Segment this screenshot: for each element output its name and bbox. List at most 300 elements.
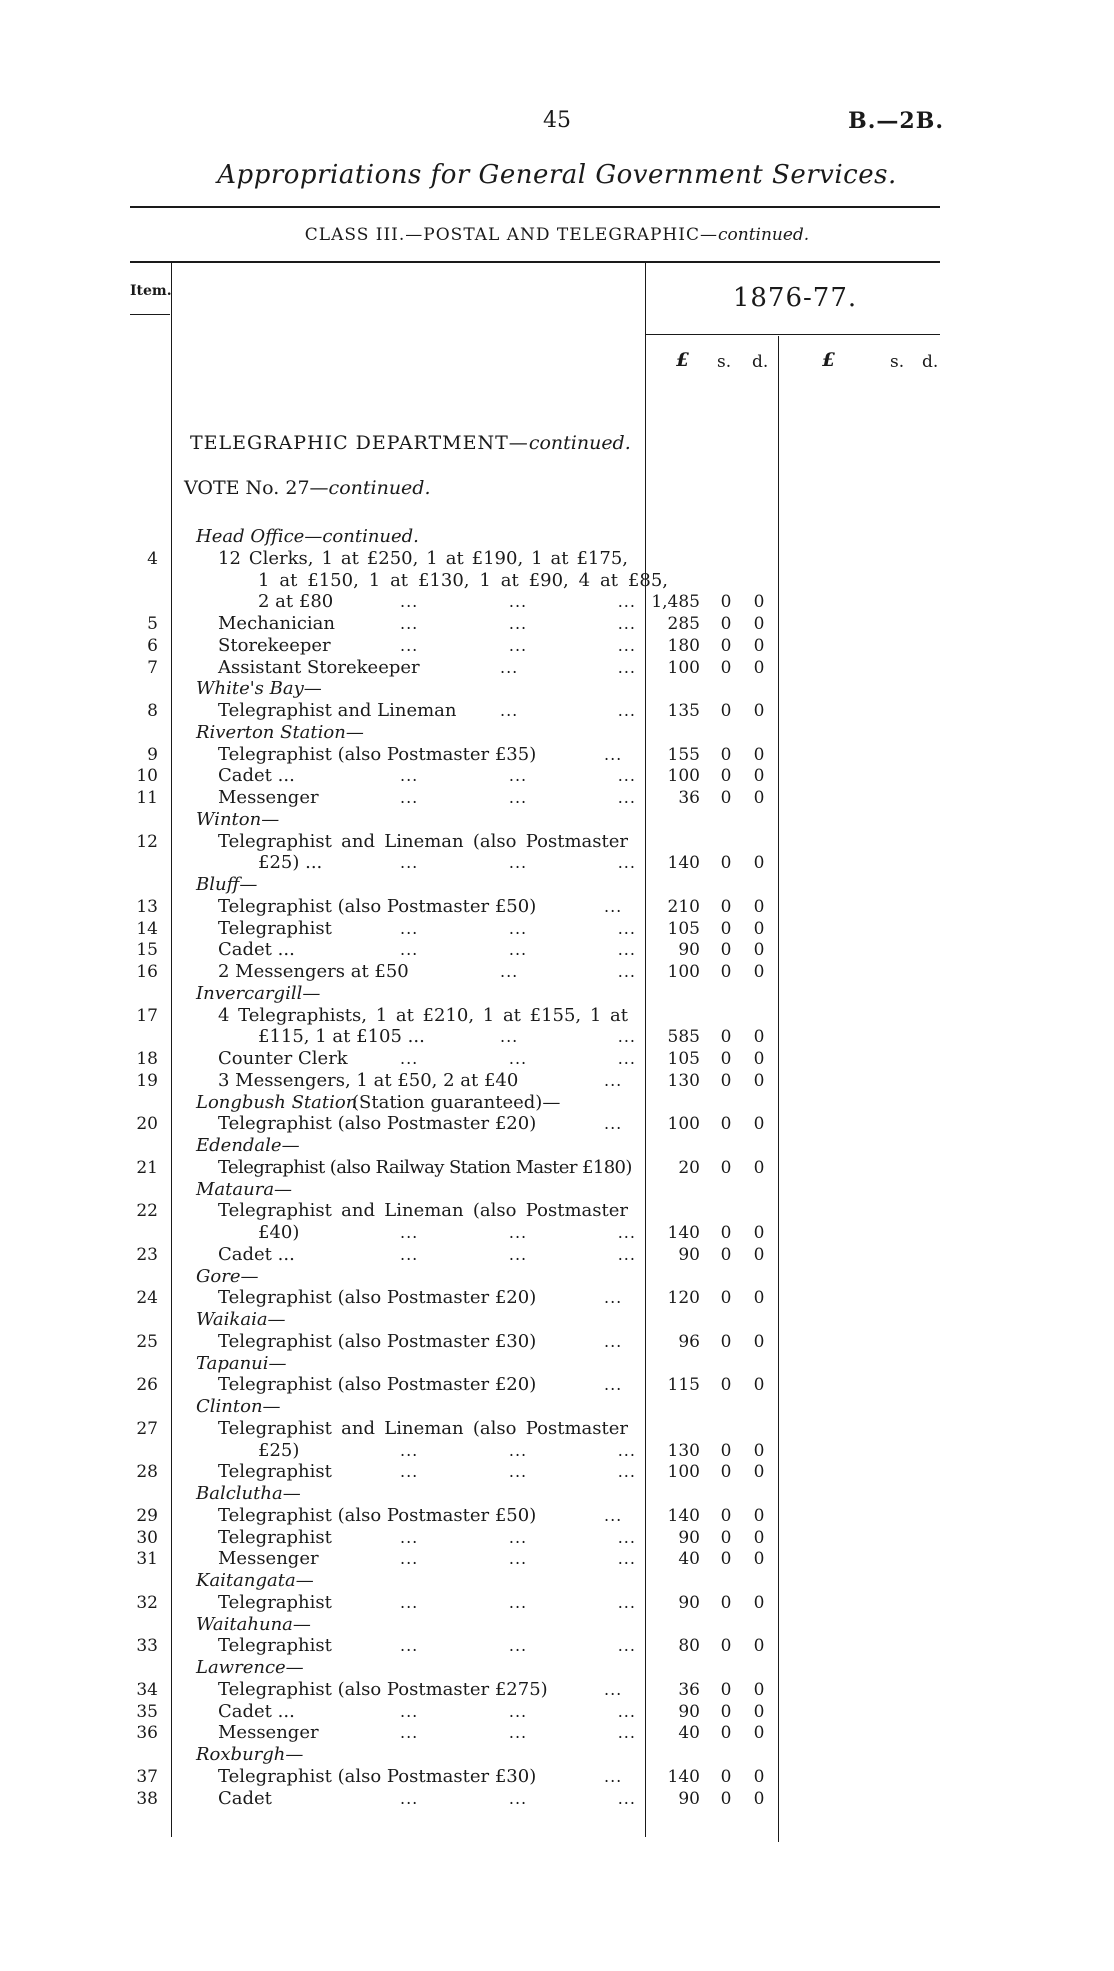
amount-shillings: 0 [720, 657, 732, 678]
estimate-line [0, 852, 1114, 874]
amount-shillings: 0 [720, 1440, 732, 1461]
class-title-text: CLASS III.—POSTAL AND TELEGRAPHIC— [304, 225, 718, 245]
station-heading [0, 1266, 1114, 1288]
estimate-line [0, 831, 1114, 853]
amount-pounds: 90 [678, 1592, 700, 1613]
line-description: Cadet ... [218, 765, 295, 787]
station-name: Mataura— [196, 1178, 293, 1200]
leader-dots: ... [604, 896, 623, 916]
amount-pence: 0 [753, 1788, 765, 1809]
amount-pence: 0 [753, 1636, 765, 1657]
item-number: 17 [136, 1005, 158, 1026]
amount-pounds: 140 [667, 1223, 700, 1243]
amount-pounds: 20 [678, 1157, 700, 1178]
amount-pounds: 90 [678, 1527, 700, 1548]
station-name: Head Office—continued. [196, 526, 419, 547]
station-heading [0, 1092, 1114, 1114]
amount-pence: 0 [753, 592, 765, 613]
page-title: Appropriations for General Government Services. [217, 160, 897, 190]
leader-dots: ... [604, 1679, 623, 1699]
estimate-line [0, 657, 1114, 679]
estimate-line [0, 1635, 1114, 1657]
line-description: Counter Clerk [218, 1048, 348, 1069]
amount-pounds: 40 [678, 1549, 700, 1570]
estimate-line [0, 1548, 1114, 1570]
item-number: 27 [136, 1418, 158, 1439]
amount-pounds: 90 [678, 1788, 700, 1809]
station-heading [0, 526, 1114, 548]
page-number: 45 [543, 108, 571, 133]
estimate-line [0, 1788, 1114, 1810]
estimate-line [0, 961, 1114, 983]
amount-pounds: 285 [667, 614, 700, 634]
station-heading [0, 722, 1114, 744]
leader-dots: ... ... ... [400, 1723, 636, 1743]
amount-pence: 0 [753, 1375, 765, 1396]
table-top-rule [130, 261, 940, 263]
leader-dots: ... [604, 1505, 623, 1525]
amount-shillings: 0 [720, 1157, 732, 1178]
station-heading [0, 678, 1114, 700]
station-name: Waikaia— [196, 1309, 286, 1330]
amount-shillings: 0 [720, 788, 732, 808]
line-description: Cadet ... [218, 1700, 295, 1722]
station-heading [0, 1309, 1114, 1331]
estimate-line [0, 613, 1114, 635]
item-number: 24 [136, 1288, 158, 1309]
estimate-line [0, 1418, 1114, 1440]
line-description: Telegraphist (also Postmaster £20) [218, 1374, 537, 1396]
station-name: Longbush Station [196, 1091, 358, 1113]
amount-pence: 0 [753, 1679, 765, 1700]
amount-pounds: 90 [678, 1701, 700, 1722]
item-number: 20 [136, 1114, 158, 1135]
amount-shillings: 0 [720, 1070, 732, 1091]
estimate-line [0, 1287, 1114, 1309]
department-title-suffix: continued. [528, 432, 631, 454]
year-underline [645, 334, 940, 335]
station-heading [0, 1614, 1114, 1636]
line-description: 1 at £150, 1 at £130, 1 at £90, 4 at £85, [258, 569, 668, 591]
amount-pence: 0 [753, 896, 765, 917]
station-heading [0, 809, 1114, 831]
station-name: White's Bay— [196, 678, 322, 700]
amount-shillings: 0 [720, 1375, 732, 1396]
amount-shillings: 0 [720, 635, 732, 656]
amount-pence: 0 [753, 918, 765, 939]
estimate-line [0, 548, 1114, 570]
amount-shillings: 0 [720, 1527, 732, 1548]
leader-dots: ... ... [500, 701, 636, 720]
amount-pence: 0 [753, 1592, 765, 1613]
amount-pence: 0 [753, 766, 765, 787]
line-description: Storekeeper [218, 634, 331, 656]
leader-dots: ... [604, 744, 623, 764]
amount-pence: 0 [753, 1505, 765, 1526]
amount-shillings: 0 [720, 1723, 732, 1744]
station-name: Winton— [196, 808, 280, 830]
leader-dots: ... ... [500, 1027, 636, 1047]
amount-shillings: 0 [720, 1049, 732, 1069]
leader-dots: ... ... [500, 657, 636, 677]
amount-pounds: 90 [678, 1244, 700, 1265]
amount-pounds: 1,485 [651, 592, 700, 613]
amount-pounds: 96 [678, 1331, 700, 1352]
leader-dots: ... ... ... [400, 1701, 636, 1721]
station-heading [0, 1135, 1114, 1157]
station-heading [0, 1483, 1114, 1505]
amount-shillings: 0 [720, 614, 732, 634]
amount-pence: 0 [753, 1157, 765, 1178]
line-description: Telegraphist [218, 1461, 332, 1483]
line-description: Telegraphist (also Railway Station Master £180) [218, 1156, 632, 1178]
line-description: Telegraphist and Lineman [218, 700, 457, 721]
amount-pounds: 130 [667, 1070, 700, 1091]
line-description: Cadet [218, 1787, 272, 1809]
estimate-line [0, 918, 1114, 940]
amount-pounds: 100 [667, 657, 700, 678]
line-description: Telegraphist [218, 1526, 332, 1548]
amount-pounds: 80 [678, 1636, 700, 1657]
item-number: 10 [136, 766, 158, 787]
estimate-line [0, 939, 1114, 961]
line-description: 2 Messengers at £50 [218, 961, 409, 982]
item-number: 15 [136, 940, 158, 961]
station-name: Edendale— [196, 1135, 300, 1156]
estimate-line [0, 1505, 1114, 1527]
station-name: Gore— [196, 1265, 259, 1287]
amount-pounds: 40 [678, 1723, 700, 1744]
amount-pounds: 36 [678, 788, 700, 808]
leader-dots: ... ... ... [400, 918, 636, 938]
year-header: 1876-77. [732, 283, 858, 313]
amount-shillings: 0 [720, 1462, 732, 1483]
amount-pounds: 155 [667, 744, 700, 765]
unit-pence-2: d. [922, 352, 939, 372]
item-number: 38 [136, 1788, 158, 1809]
amount-pounds: 120 [667, 1288, 700, 1309]
estimate-line [0, 1461, 1114, 1483]
amount-pence: 0 [753, 1223, 765, 1243]
station-heading [0, 1353, 1114, 1375]
line-description: Cadet ... [218, 1243, 295, 1265]
line-description: 12 Clerks, 1 at £250, 1 at £190, 1 at £175, [218, 547, 628, 569]
amount-pounds: 115 [667, 1375, 700, 1396]
line-description: Telegraphist (also Postmaster £50) [218, 1504, 537, 1526]
line-description: Telegraphist (also Postmaster £50) [218, 895, 537, 917]
amount-pounds: 180 [667, 635, 700, 656]
amount-pence: 0 [753, 1070, 765, 1091]
station-name: Waitahuna— [196, 1613, 311, 1635]
line-description: Telegraphist [218, 917, 332, 939]
amount-pence: 0 [753, 1440, 765, 1461]
item-number: 37 [136, 1766, 158, 1787]
station-heading [0, 1179, 1114, 1201]
class-title-suffix: continued. [717, 225, 810, 245]
amount-shillings: 0 [720, 766, 732, 787]
amount-pounds: 90 [678, 940, 700, 961]
line-description: Cadet ... [218, 939, 295, 961]
amount-shillings: 0 [720, 1766, 732, 1787]
leader-dots: ... [604, 1766, 623, 1786]
station-name: Roxburgh— [196, 1744, 304, 1765]
leader-dots: ... ... ... [400, 614, 636, 633]
amount-shillings: 0 [720, 1636, 732, 1657]
item-number: 4 [147, 548, 158, 569]
amount-pence: 0 [753, 1027, 765, 1048]
department-title-text: TELEGRAPHIC DEPARTMENT— [190, 432, 529, 454]
amount-pounds: 130 [667, 1440, 700, 1461]
amount-shillings: 0 [720, 1331, 732, 1352]
estimate-line [0, 1331, 1114, 1353]
leader-dots: ... ... ... [400, 1440, 636, 1460]
amount-pence: 0 [753, 940, 765, 961]
leader-dots: ... ... ... [400, 853, 636, 873]
leader-dots: ... [604, 1288, 623, 1308]
amount-pounds: 210 [667, 896, 700, 917]
leader-dots: ... ... ... [400, 788, 636, 807]
estimate-line [0, 1722, 1114, 1744]
item-header-underline [130, 314, 170, 315]
leader-dots: ... ... ... [400, 1788, 636, 1808]
line-description: £25) [258, 1439, 300, 1461]
item-number: 6 [147, 635, 158, 656]
amount-pence: 0 [753, 1244, 765, 1265]
item-number: 32 [136, 1592, 158, 1613]
amount-shillings: 0 [720, 940, 732, 961]
leader-dots: ... ... ... [400, 635, 636, 655]
estimate-line [0, 1157, 1114, 1179]
amount-pence: 0 [753, 1701, 765, 1722]
estimate-line [0, 570, 1114, 592]
amount-shillings: 0 [720, 962, 732, 982]
amount-shillings: 0 [720, 896, 732, 917]
estimate-line [0, 1113, 1114, 1135]
line-description: Messenger [218, 1722, 319, 1744]
amount-pence: 0 [753, 1549, 765, 1570]
document-reference: B.—2B. [848, 108, 944, 134]
amount-pence: 0 [753, 1049, 765, 1069]
item-number: 18 [136, 1049, 158, 1069]
line-description: Telegraphist [218, 1635, 332, 1657]
leader-dots: ... ... ... [400, 1527, 636, 1547]
estimate-line [0, 591, 1114, 613]
estimate-line [0, 1005, 1114, 1027]
estimate-line [0, 1440, 1114, 1462]
amount-pence: 0 [753, 1288, 765, 1309]
leader-dots: ... ... ... [400, 766, 636, 786]
line-description: Telegraphist [218, 1591, 332, 1613]
station-note: (Station guaranteed)— [352, 1091, 561, 1113]
amount-shillings: 0 [720, 1027, 732, 1048]
amount-pounds: 140 [667, 1766, 700, 1787]
amount-pounds: 140 [667, 1505, 700, 1526]
item-number: 35 [136, 1701, 158, 1722]
item-number: 19 [136, 1070, 158, 1091]
amount-shillings: 0 [720, 1244, 732, 1265]
leader-dots: ... [604, 1114, 623, 1134]
leader-dots: ... ... [500, 962, 636, 981]
line-description: Telegraphist (also Postmaster £35) [218, 743, 537, 765]
item-number: 21 [136, 1157, 158, 1178]
amount-shillings: 0 [720, 1549, 732, 1570]
item-number: 13 [136, 896, 158, 917]
amount-pence: 0 [753, 853, 765, 874]
leader-dots: ... ... ... [400, 1049, 636, 1068]
amount-pounds: 105 [667, 918, 700, 939]
leader-dots: ... ... ... [400, 1223, 636, 1242]
item-number: 33 [136, 1636, 158, 1657]
amount-pounds: 585 [667, 1027, 700, 1048]
line-description: Telegraphist (also Postmaster £275) [218, 1678, 548, 1700]
item-number: 22 [136, 1201, 158, 1222]
estimate-line [0, 1679, 1114, 1701]
estimate-line [0, 1527, 1114, 1549]
estimate-line [0, 1244, 1114, 1266]
amount-shillings: 0 [720, 1505, 732, 1526]
estimate-line [0, 744, 1114, 766]
line-description: Telegraphist (also Postmaster £30) [218, 1765, 537, 1787]
station-heading [0, 1744, 1114, 1766]
leader-dots: ... ... ... [400, 1636, 636, 1656]
estimate-line [0, 765, 1114, 787]
amount-shillings: 0 [720, 1288, 732, 1309]
amount-pence: 0 [753, 744, 765, 765]
amount-pounds: 105 [667, 1049, 700, 1069]
amount-shillings: 0 [720, 853, 732, 874]
estimate-line [0, 1026, 1114, 1048]
estimate-line [0, 1374, 1114, 1396]
amount-pence: 0 [753, 614, 765, 634]
unit-shillings-1: s. [717, 352, 732, 372]
line-description: £25) ... [258, 852, 323, 874]
amount-pence: 0 [753, 1766, 765, 1787]
unit-pounds-2: £ [822, 349, 836, 371]
station-heading [0, 874, 1114, 896]
station-name: Tapanui— [196, 1352, 287, 1374]
line-description: Telegraphist (also Postmaster £20) [218, 1287, 537, 1309]
station-name: Lawrence— [196, 1657, 304, 1678]
station-heading [0, 1657, 1114, 1679]
line-description: Telegraphist (also Postmaster £20) [218, 1113, 537, 1135]
leader-dots: ... ... ... [400, 1462, 636, 1482]
vote-title [184, 477, 431, 499]
amount-pounds: 100 [667, 1462, 700, 1483]
amount-pence: 0 [753, 1723, 765, 1744]
vote-title-suffix: continued. [328, 477, 431, 499]
line-description: Telegraphist and Lineman (also Postmaster [218, 830, 628, 852]
leader-dots: ... [604, 1070, 623, 1090]
item-number: 26 [136, 1375, 158, 1396]
estimate-line [0, 1222, 1114, 1244]
amount-pence: 0 [753, 1331, 765, 1352]
department-title [190, 432, 631, 454]
amount-pence: 0 [753, 788, 765, 808]
item-number: 14 [136, 918, 158, 939]
estimate-line [0, 1070, 1114, 1092]
line-description: 4 Telegraphists, 1 at £210, 1 at £155, 1 at [218, 1004, 628, 1026]
estimate-line [0, 787, 1114, 809]
amount-shillings: 0 [720, 592, 732, 613]
station-name: Bluff— [196, 874, 258, 895]
amount-pence: 0 [753, 657, 765, 678]
line-description: £40) [258, 1222, 300, 1243]
line-description: Telegraphist and Lineman (also Postmaster [218, 1417, 628, 1439]
line-description: 2 at £80 [258, 591, 334, 613]
station-name: Riverton Station— [196, 721, 364, 743]
amount-pence: 0 [753, 962, 765, 982]
unit-shillings-2: s. [890, 352, 905, 372]
amount-shillings: 0 [720, 701, 732, 721]
amount-pence: 0 [753, 635, 765, 656]
item-number: 30 [136, 1527, 158, 1548]
item-column-header: Item. [130, 283, 172, 299]
station-heading [0, 1570, 1114, 1592]
line-description: Telegraphist (also Postmaster £30) [218, 1330, 537, 1352]
line-description: Mechanician [218, 613, 335, 634]
estimate-line [0, 896, 1114, 918]
amount-pounds: 100 [667, 766, 700, 787]
station-name: Invercargill— [196, 982, 321, 1004]
unit-pence-1: d. [752, 352, 769, 372]
estimate-line [0, 1766, 1114, 1788]
vote-title-text: VOTE No. 27— [184, 477, 329, 499]
leader-dots: ... ... ... [400, 1549, 636, 1569]
line-description: Assistant Storekeeper [218, 656, 420, 678]
item-number: 25 [136, 1331, 158, 1352]
station-heading [0, 1396, 1114, 1418]
amount-pence: 0 [753, 1114, 765, 1135]
item-number: 36 [136, 1723, 158, 1744]
estimate-line [0, 1200, 1114, 1222]
item-number: 12 [136, 831, 158, 852]
leader-dots: ... [604, 1375, 623, 1395]
amount-pounds: 100 [667, 962, 700, 982]
amount-pence: 0 [753, 1462, 765, 1483]
item-number: 29 [136, 1505, 158, 1526]
line-description: £115, 1 at £105 ... [258, 1026, 425, 1048]
class-title [0, 225, 1114, 245]
amount-shillings: 0 [720, 744, 732, 765]
estimate-line [0, 635, 1114, 657]
amount-shillings: 0 [720, 1592, 732, 1613]
estimate-line [0, 1048, 1114, 1070]
leader-dots: ... ... ... [400, 1592, 636, 1612]
item-number: 16 [136, 962, 158, 982]
estimate-line [0, 1701, 1114, 1723]
amount-pounds: 100 [667, 1114, 700, 1135]
leader-dots: ... ... ... [400, 592, 636, 612]
station-name: Clinton— [196, 1396, 281, 1417]
amount-shillings: 0 [720, 918, 732, 939]
leader-dots: ... ... ... [400, 940, 636, 960]
line-description: Telegraphist and Lineman (also Postmaster [218, 1200, 628, 1222]
line-description: Messenger [218, 1548, 319, 1570]
leader-dots: ... ... ... [400, 1244, 636, 1264]
estimate-line [0, 1592, 1114, 1614]
estimate-line [0, 700, 1114, 722]
amount-pounds: 140 [667, 853, 700, 874]
amount-shillings: 0 [720, 1223, 732, 1243]
item-number: 9 [147, 744, 158, 765]
unit-pounds-1: £ [676, 349, 690, 371]
amount-pounds: 135 [667, 701, 700, 721]
amount-shillings: 0 [720, 1788, 732, 1809]
item-number: 11 [136, 788, 158, 808]
item-number: 7 [147, 657, 158, 678]
item-number: 8 [147, 701, 158, 721]
amount-shillings: 0 [720, 1701, 732, 1722]
